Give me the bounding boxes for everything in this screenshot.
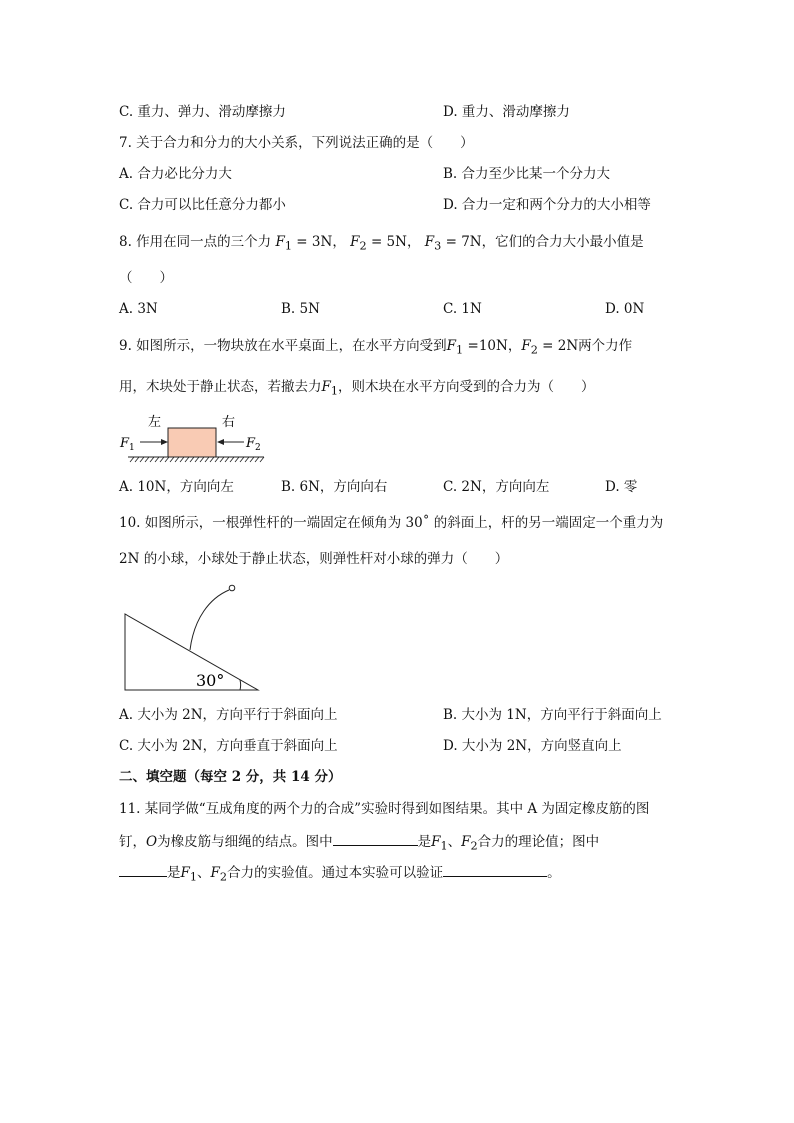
q11-line3-f2-symbol: F bbox=[210, 865, 220, 881]
q10-figure bbox=[118, 580, 268, 695]
q11-sep: 、 bbox=[447, 834, 462, 850]
q11-blank-3[interactable] bbox=[443, 862, 547, 877]
q11-line3-f2-sub: 2 bbox=[219, 870, 228, 884]
q11-line2-d: 合力的理论值；图中 bbox=[477, 834, 600, 850]
q11-line3-f1-sub: 1 bbox=[189, 870, 198, 884]
q10-ball bbox=[229, 585, 235, 591]
q8-option-c: C. 1N bbox=[443, 301, 482, 317]
q9-fig-left-label: 左 bbox=[148, 415, 162, 430]
q9-line2-prefix: 用，木块处于静止状态，若撤去力 bbox=[119, 379, 322, 395]
q9-stem: 9. 如图所示，一物块放在水平桌面上，在水平方向受到$F_1 =10N$，$F_2 = 2N$两个力作 bbox=[119, 338, 633, 357]
q11-o-symbol: O bbox=[146, 834, 158, 850]
q9-f2-sub: 2 bbox=[530, 343, 538, 357]
q11-line3-end: 。 bbox=[547, 865, 561, 881]
q11-f1-symbol: F bbox=[431, 834, 441, 850]
q11-line2 bbox=[119, 831, 599, 856]
q9-block bbox=[168, 428, 216, 457]
q8-f1-sub: 1 bbox=[284, 239, 293, 253]
q9-f2-value: = 2N bbox=[537, 338, 579, 354]
q9-f2-arrowhead bbox=[217, 439, 224, 445]
q7-option-c: C. 合力可以比任意分力都小 bbox=[119, 197, 286, 213]
q11-line2-a: 钉， bbox=[119, 834, 146, 850]
q9-fig-right-label: 右 bbox=[222, 415, 236, 430]
q9-option-d: D. 零 bbox=[605, 479, 638, 495]
q8-option-a: A. 3N bbox=[119, 301, 158, 317]
q9-table-hatching bbox=[130, 457, 264, 462]
q11-f2-symbol: F bbox=[461, 834, 471, 850]
q11-f1-sub: 1 bbox=[440, 839, 448, 853]
q9-line2-suffix: ，则木块在水平方向受到的合力为（ ） bbox=[338, 379, 595, 395]
q10-incline bbox=[125, 614, 258, 690]
q9-f2-symbol: F bbox=[521, 338, 531, 354]
q8-stem-prefix: 8. 作用在同一点的三个力 bbox=[119, 234, 272, 250]
q8-paren: （ ） bbox=[119, 270, 173, 286]
q9-line2-f1-sub: 1 bbox=[330, 384, 339, 398]
q8-f2-sub: 2 bbox=[359, 239, 367, 253]
q10-option-c: C. 大小为 2N，方向垂直于斜面向上 bbox=[119, 738, 338, 754]
q11-line3-a: 是 bbox=[167, 865, 181, 881]
q8-f3-sub: 3 bbox=[434, 239, 442, 253]
q10-angle-label: 30° bbox=[196, 671, 225, 690]
q9-f1-value: =10N bbox=[463, 338, 508, 354]
q9-stem-prefix: 9. 如图所示，一物块放在水平桌面上，在水平方向受到 bbox=[119, 338, 447, 354]
q10-elastic-rod bbox=[190, 590, 229, 650]
q9-option-a: A. 10N，方向向左 bbox=[119, 479, 234, 495]
q8-stem-suffix: ，它们的合力大小最小值是 bbox=[481, 234, 644, 250]
q9-line2-f1-symbol: F bbox=[321, 379, 331, 395]
section2-title: 二、填空题（每空 2 分，共 14 分） bbox=[119, 769, 342, 785]
q11-blank-1[interactable] bbox=[333, 831, 418, 846]
q9-f1-symbol: F bbox=[446, 338, 457, 354]
q10-line1: 10. 如图所示，一根弹性杆的一端固定在倾角为 30˚ 的斜面上，杆的另一端固定一个重力为 bbox=[119, 515, 664, 531]
q11-line3-f1-symbol: F bbox=[180, 865, 190, 881]
q10-option-b: B. 大小为 1N，方向平行于斜面向上 bbox=[443, 707, 662, 723]
q8-f3-symbol: F bbox=[424, 234, 435, 250]
q8-option-b: B. 5N bbox=[281, 301, 320, 317]
q8-f2-symbol: F bbox=[350, 234, 360, 250]
q9-stem-suffix: 两个力作 bbox=[578, 338, 633, 354]
q11-line1: 11. 某同学做“互成角度的两个力的合成”实验时得到如图结果。其中 A 为固定橡皮筋的图 bbox=[119, 801, 650, 817]
q9-fig-f1-label: $F_1$ bbox=[120, 436, 135, 453]
q11-line2-b: 为橡皮筋与细绳的结点。图中 bbox=[157, 834, 333, 850]
q10-line2: 2N 的小球，小球处于静止状态，则弹性杆对小球的弹力（ ） bbox=[119, 551, 509, 567]
q10-angle-arc bbox=[240, 680, 241, 690]
q11-f2-sub: 2 bbox=[470, 839, 478, 853]
q9-figure bbox=[118, 408, 268, 468]
q11-line2-c: 是 bbox=[417, 834, 432, 850]
q9-option-b: B. 6N，方向向右 bbox=[281, 479, 388, 495]
q9-line2 bbox=[119, 378, 595, 401]
q9-fig-f2-label: $F_2$ bbox=[246, 436, 261, 453]
q9-f1-sub: 1 bbox=[456, 343, 464, 357]
q11-line3-b: 合力的实验值。通过本实验可以验证 bbox=[227, 865, 444, 881]
q7-option-a: A. 合力必比分力大 bbox=[119, 166, 232, 182]
q10-option-d: D. 大小为 2N，方向竖直向上 bbox=[443, 738, 622, 754]
q9-option-c: C. 2N，方向向左 bbox=[443, 479, 550, 495]
q11-line3 bbox=[119, 862, 561, 887]
q11-line3-sep: 、 bbox=[197, 865, 211, 881]
q7-stem: 7. 关于合力和分力的大小关系，下列说法正确的是（ ） bbox=[119, 135, 474, 151]
q9-f1-arrowhead bbox=[161, 439, 168, 445]
q7-option-d: D. 合力一定和两个分力的大小相等 bbox=[443, 197, 651, 213]
q7-option-b: B. 合力至少比某一个分力大 bbox=[443, 166, 611, 182]
q8-f1-symbol: F bbox=[275, 234, 285, 250]
q8-f1-value: = 3N bbox=[292, 234, 333, 250]
q8-f3-value: = 7N bbox=[441, 234, 482, 250]
q8-option-d: D. 0N bbox=[605, 301, 645, 317]
q10-option-a: A. 大小为 2N，方向平行于斜面向上 bbox=[119, 707, 338, 723]
q6-option-d: D. 重力、滑动摩擦力 bbox=[443, 104, 570, 120]
q8-stem: 8. 作用在同一点的三个力 $F_1 = 3N$， $F_2 = 5N$， $F_3 = 7N$，它们的合力大小最小值是 bbox=[119, 234, 644, 253]
q6-option-c: C. 重力、弹力、滑动摩擦力 bbox=[119, 104, 286, 120]
q11-blank-2[interactable] bbox=[119, 862, 167, 877]
q8-f2-value: = 5N bbox=[366, 234, 407, 250]
